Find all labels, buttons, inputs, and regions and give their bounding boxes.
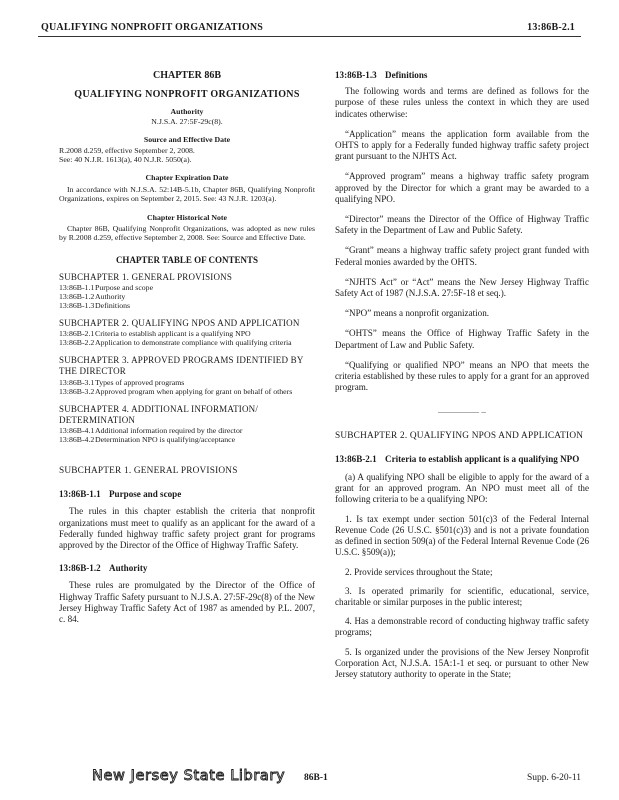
toc-item	[59, 338, 315, 347]
subchapter-2-heading: SUBCHAPTER 2. QUALIFYING NPOS AND APPLICATION	[335, 430, 584, 441]
toc-item-num: 13:86B-1.1	[59, 283, 95, 293]
toc-item	[59, 283, 315, 292]
definition-grant: “Grant” means a highway traffic safety project grant funded with Federal monies awarded by the OHTS.	[335, 245, 589, 267]
section-2-1-heading	[335, 454, 589, 465]
toc-item-num: 13:86B-1.3	[59, 301, 95, 311]
definition-director: “Director” means the Director of the Office of Highway Traffic Safety in the Department of Law and Public Safety.	[335, 214, 589, 236]
section-title: Purpose and scope	[109, 489, 182, 500]
toc-item	[59, 301, 315, 310]
toc-heading: CHAPTER TABLE OF CONTENTS	[115, 254, 259, 265]
expiration-text: In accordance with N.J.S.A. 52:14B-5.1b, Chapter 86B, Qualifying Nonprofit Organizations, expires on September 2, 2015. See: 43 N.J.R. 1203(a).	[59, 184, 315, 203]
left-column	[59, 70, 315, 625]
page-number: 86B-1	[304, 773, 328, 783]
definition-application: “Application” means the application form available from the OHTS to apply for a Federally funded highway traffic safety project grant pursuant to the NJHTS Act.	[335, 128, 589, 162]
subchapter-1-heading: SUBCHAPTER 1. GENERAL PROVISIONS	[59, 466, 238, 477]
toc-item-num: 13:86B-2.1	[59, 329, 95, 339]
toc-subchapter-1: SUBCHAPTER 1. GENERAL PROVISIONS	[59, 271, 233, 282]
criterion-5: 5. Is organized under the provisions of the New Jersey Nonprofit Corporation Act, N.J.S.A. 15A:1-1 et seq. or pursuant to other New Jersey statutory authority to operate in the State;	[335, 646, 589, 679]
running-header-section: 13:86B-2.1	[527, 22, 575, 33]
toc-item	[59, 292, 315, 301]
header-rule	[38, 36, 581, 37]
definitions-intro: The following words and terms are defined as follows for the purpose of these rules unless the context in which they are used indicates otherwise:	[335, 86, 589, 119]
toc-item-num: 13:86B-4.2	[59, 435, 95, 445]
toc-subchapter-3: SUBCHAPTER 3. APPROVED PROGRAMS IDENTIFIED BY THE DIRECTOR	[59, 355, 304, 377]
chapter-number: CHAPTER 86B	[152, 70, 222, 81]
definition-njhts-act: “NJHTS Act” or “Act” means the New Jersey Highway Traffic Safety Act of 1987 (N.J.S.A. 27:5F-18 et seq.).	[335, 276, 589, 299]
toc-item	[59, 329, 315, 338]
source-text-1: R.2008 d.259, effective September 2, 2008.	[59, 146, 195, 156]
criterion-2: 2. Provide services throughout the State;	[345, 566, 493, 577]
toc-subchapter-2: SUBCHAPTER 2. QUALIFYING NPOS AND APPLICATION	[59, 318, 300, 329]
toc-item-text: Authority	[95, 292, 126, 302]
section-title: Definitions	[385, 70, 428, 80]
toc-item-num: 13:86B-4.1	[59, 426, 95, 436]
source-heading: Source and Effective Date	[143, 134, 231, 144]
section-number: 13:86B-1.1	[59, 489, 101, 500]
definition-npo: “NPO” means a nonprofit organization.	[345, 308, 490, 319]
chapter-title: QUALIFYING NONPROFIT ORGANIZATIONS	[74, 89, 300, 101]
running-header-title: QUALIFYING NONPROFIT ORGANIZATIONS	[41, 22, 264, 33]
toc-block	[59, 272, 315, 444]
expiration-heading: Chapter Expiration Date	[145, 173, 229, 183]
section-title: Authority	[109, 563, 148, 574]
section-1-1-heading	[59, 489, 315, 500]
section-1-1-text: The rules in this chapter establish the criteria that nonprofit organizations must meet to qualify as an applicant for the award of a Federally funded highway traffic safety project grant for programs approved by the Director of the Office of Highway Traffic Safety.	[59, 506, 315, 551]
section-title: Criteria to establish applicant is a qualifying NPO	[385, 453, 580, 464]
toc-item-text: Determination NPO is qualifying/acceptance	[95, 435, 236, 445]
section-1-2-text: These rules are promulgated by the Director of the Office of Highway Traffic Safety pursuant to N.J.S.A. 27:5F-29c(8) of the New Jersey Highway Traffic Safety Act of 1987 as amended by P.L. 2007, c. 84.	[59, 580, 315, 625]
toc-item-num: 13:86B-2.2	[59, 338, 95, 348]
section-2-1-intro: (a) A qualifying NPO shall be eligible to apply for the award of a grant for an approved program. An NPO must meet all of the following criteria to be a qualifying NPO:	[335, 472, 589, 505]
supplement-date: Supp. 6-20-11	[526, 773, 581, 783]
toc-item-text: Approved program when applying for grant on behalf of others	[95, 386, 293, 396]
section-number: 13:86B-1.2	[59, 563, 101, 574]
section-divider: ————– –	[438, 407, 486, 418]
criterion-3: 3. Is operated primarily for scientific, educational, service, charitable or similar purposes in the public interest;	[335, 585, 589, 607]
definition-qualifying-npo: “Qualifying or qualified NPO” means an NPO that meets the criteria established by these rules to apply for a grant for an approved program.	[335, 359, 589, 393]
historical-heading: Chapter Historical Note	[147, 213, 227, 223]
toc-item-text: Purpose and scope	[95, 283, 154, 293]
toc-item-text: Definitions	[95, 301, 131, 311]
section-1-2-heading	[59, 563, 315, 574]
historical-text: Chapter 86B, Qualifying Nonprofit Organizations, was adopted as new rules by R.2008 d.259, effective September 2, 2008. See: Source and Effective Date.	[59, 224, 315, 243]
section-number: 13:86B-1.3	[335, 70, 377, 80]
library-stamp: New Jersey State Library	[92, 768, 286, 784]
toc-item-text: Additional information required by the director	[95, 426, 243, 436]
toc-subchapter-4: SUBCHAPTER 4. ADDITIONAL INFORMATION/ DETERMINATION	[59, 403, 259, 425]
toc-item-text: Criteria to establish applicant is a qualifying NPO	[95, 329, 251, 339]
authority-text: N.J.S.A. 27:5F-29c(8).	[151, 116, 223, 126]
toc-item-num: 13:86B-3.1	[59, 377, 95, 387]
toc-item-text: Application to demonstrate compliance with qualifying criteria	[95, 338, 292, 348]
toc-item	[59, 387, 315, 396]
source-text-2: See: 40 N.J.R. 1613(a), 40 N.J.R. 5050(a).	[59, 155, 192, 165]
right-column	[335, 70, 589, 680]
section-number: 13:86B-2.1	[335, 453, 377, 464]
authority-heading: Authority	[170, 107, 204, 117]
criterion-1: 1. Is tax exempt under section 501(c)3 of the Federal Internal Revenue Code (26 U.S.C. §501(c)3) and is not a private foundation as defined in section 509(a) of the Federal Internal Revenue Code (26 U.S.C. §509(a));	[335, 513, 589, 558]
definition-approved-program: “Approved program” means a highway traffic safety program approved by the Director for which a grant may be awarded to a qualifying NPO.	[335, 171, 589, 204]
definition-ohts: “OHTS” means the Office of Highway Traffic Safety in the Department of Law and Public Safety.	[335, 328, 589, 350]
section-1-3-heading	[335, 70, 589, 81]
toc-item	[59, 378, 315, 387]
toc-item	[59, 435, 315, 444]
toc-item-num: 13:86B-1.2	[59, 292, 95, 302]
toc-item	[59, 426, 315, 435]
toc-item-text: Types of approved programs	[95, 377, 185, 387]
criterion-4: 4. Has a demonstrable record of conducting highway traffic safety programs;	[335, 616, 589, 638]
toc-item-num: 13:86B-3.2	[59, 386, 95, 396]
